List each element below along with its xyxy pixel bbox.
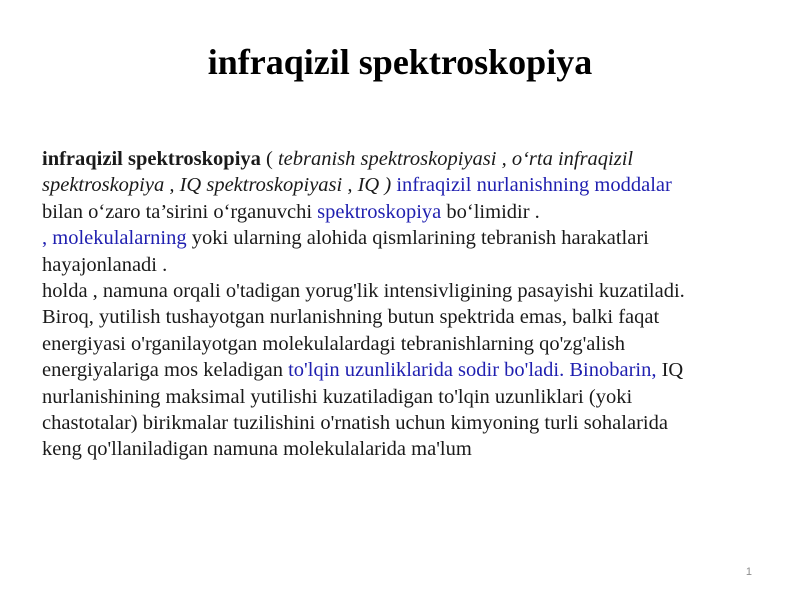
text-line [42, 357, 762, 383]
text-line [42, 252, 762, 278]
term-italic: tebranish spektroskopiyasi , o‘rta infraqizil [277, 148, 634, 170]
text-segment: nurlanishining maksimal yutilishi kuzatiladigan to'lqin uzunliklari (yoki [42, 385, 633, 408]
text-segment: energiyalariga mos keladigan [42, 359, 289, 382]
term-bold: infraqizil spektroskopiya [42, 148, 261, 170]
page-number: 1 [745, 566, 752, 578]
hyperlink[interactable]: spektroskopiya [317, 200, 442, 223]
text-segment: ( [260, 148, 278, 170]
text-line [42, 172, 762, 198]
text-segment: energiyasi o'rganilayotgan molekulalardagi tebranishlarning qo'zg'alish [42, 332, 626, 355]
text-line [42, 225, 762, 251]
term-italic: spektroskopiya , IQ spektroskopiyasi , IQ ) [42, 174, 392, 197]
slide-title: infraqizil spektroskopiya [207, 42, 593, 82]
text-line [42, 146, 762, 172]
text-segment: holda , namuna orqali o'tadigan yorug'lik intensivligining pasayishi kuzatiladi. [42, 280, 685, 303]
text-segment: IQ [656, 359, 684, 382]
text-line [42, 410, 762, 436]
text-segment: bilan o‘zaro ta’sirini o‘rganuvchi [42, 200, 318, 223]
text-line [42, 331, 762, 357]
text-segment: chastotalar) birikmalar tuzilishini o'rnatish uchun kimyoning turli sohalarida [42, 412, 668, 435]
hyperlink[interactable]: , molekulalarning [42, 227, 187, 250]
text-segment: bo‘limidir . [441, 200, 540, 223]
text-line [42, 304, 762, 330]
text-line [42, 384, 762, 410]
text-line [42, 278, 762, 304]
text-segment: yoki ularning alohida qismlarining tebranish harakatlari [186, 227, 649, 250]
text-segment: hayajonlanadi . [42, 253, 168, 276]
text-segment: Biroq, yutilish tushayotgan nurlanishning butun spektrida emas, balki faqat [42, 306, 660, 329]
hyperlink[interactable]: to'lqin uzunliklarida sodir bo'ladi. Binobarin, [288, 359, 657, 382]
hyperlink[interactable]: infraqizil nurlanishning moddalar [396, 174, 672, 197]
text-line [42, 199, 762, 225]
text-segment: keng qo'llaniladigan namuna molekulalarida ma'lum [42, 438, 472, 461]
text-line [42, 436, 762, 462]
slide-body-text [42, 146, 762, 463]
